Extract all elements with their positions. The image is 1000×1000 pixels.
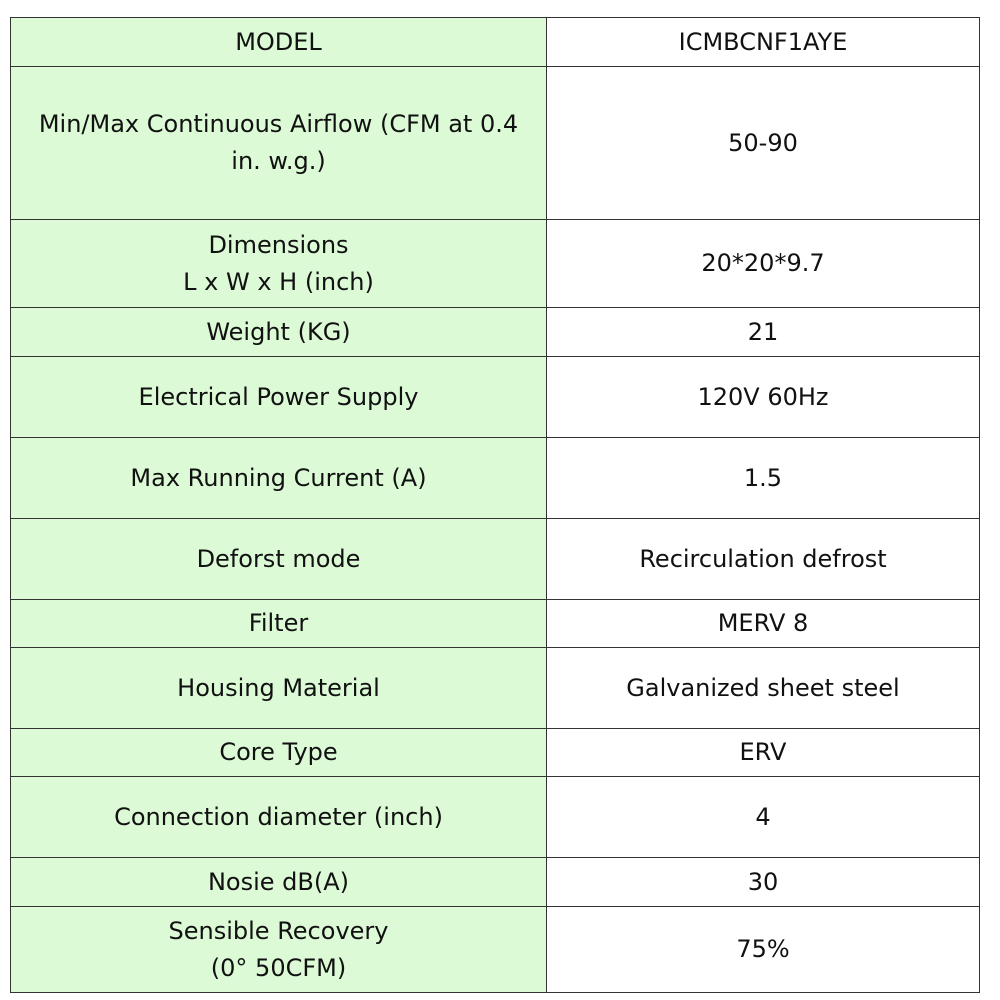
row-label: Filter [11,600,547,648]
table-row [11,648,980,729]
spec-table [10,17,980,993]
row-value: 30 [547,858,980,907]
table-row [11,858,980,907]
table-row [11,67,980,220]
row-value: 75% [547,907,980,993]
row-label: Deforst mode [11,519,547,600]
row-value: 21 [547,308,980,357]
row-value: Galvanized sheet steel [547,648,980,729]
table-row [11,357,980,438]
row-label: Weight (KG) [11,308,547,357]
row-value: 50-90 [547,67,980,220]
row-value: MERV 8 [547,600,980,648]
table-row [11,308,980,357]
row-value: 20*20*9.7 [547,220,980,308]
row-value: 120V 60Hz [547,357,980,438]
table-row [11,729,980,777]
row-label: Core Type [11,729,547,777]
model-value: ICMBCNF1AYE [547,18,980,67]
row-value: Recirculation defrost [547,519,980,600]
row-label: Sensible Recovery (0° 50CFM) [11,907,547,993]
row-label: Min/Max Continuous Airflow (CFM at 0.4 in. w.g.) [11,67,547,220]
table-row [11,600,980,648]
row-value: 1.5 [547,438,980,519]
model-label: MODEL [11,18,547,67]
row-label: Nosie dB(A) [11,858,547,907]
row-label: Dimensions L x W x H (inch) [11,220,547,308]
row-label: Housing Material [11,648,547,729]
row-value: ERV [547,729,980,777]
table-row-model [11,18,980,67]
row-value: 4 [547,777,980,858]
row-label: Connection diameter (inch) [11,777,547,858]
row-label: Max Running Current (A) [11,438,547,519]
table-row [11,777,980,858]
table-row [11,438,980,519]
table-row [11,519,980,600]
table-row [11,220,980,308]
row-label: Electrical Power Supply [11,357,547,438]
table-row [11,907,980,993]
